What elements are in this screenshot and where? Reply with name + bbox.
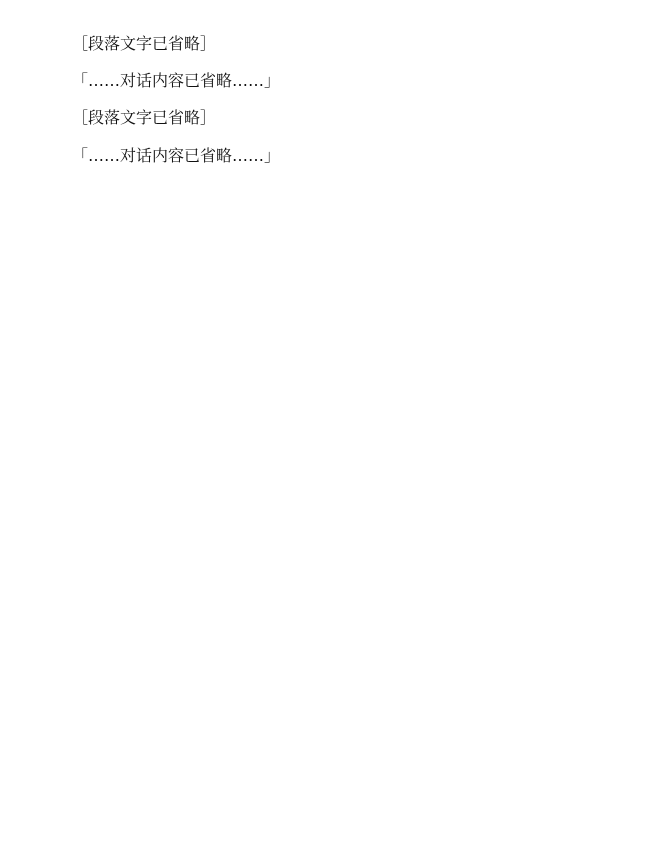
paragraph: 「……对话内容已省略……」 (72, 71, 281, 91)
paragraph: ［段落文字已省略］ (72, 34, 217, 53)
paragraph: 「……对话内容已省略……」 (72, 145, 281, 165)
paragraph: ［段落文字已省略］ (72, 108, 217, 128)
document-page (0, 0, 650, 209)
